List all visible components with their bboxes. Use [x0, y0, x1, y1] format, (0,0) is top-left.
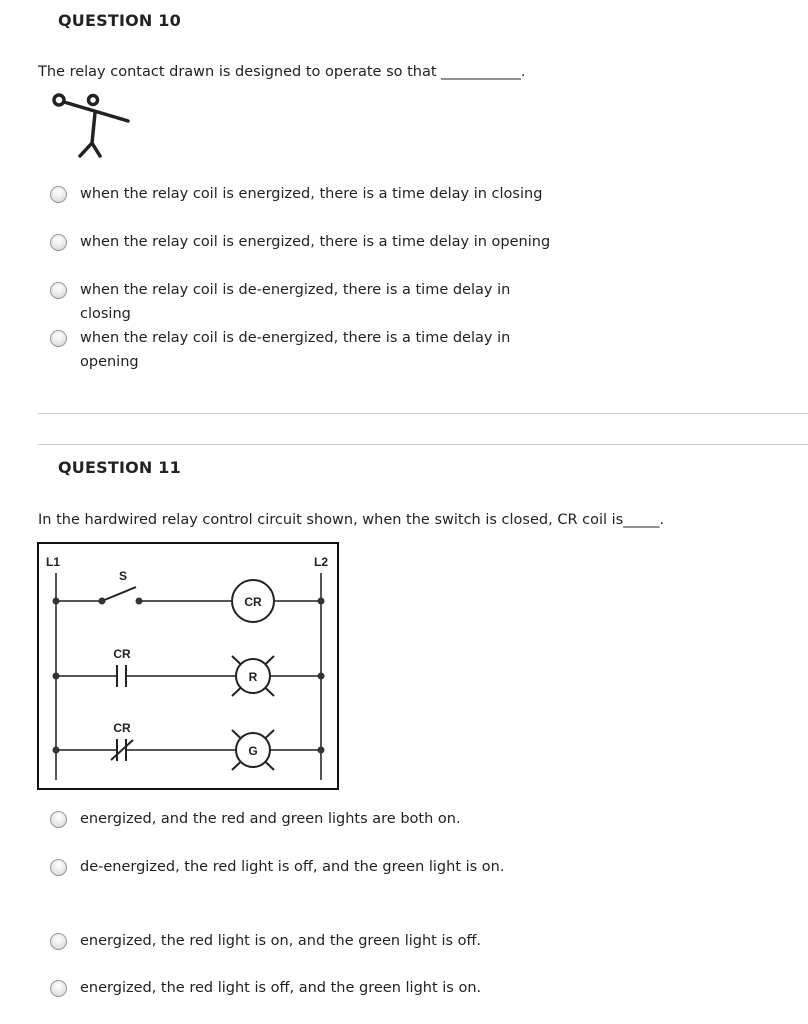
radio-button[interactable]: [50, 186, 67, 203]
radio-button[interactable]: [50, 933, 67, 950]
option-label: energized, the red light is off, and the green light is on.: [80, 980, 482, 996]
question-10-title: QUESTION 10: [58, 11, 181, 30]
q11-option-1[interactable]: [50, 811, 560, 831]
time-delay-contact-icon: [40, 88, 140, 163]
radio-button[interactable]: [50, 330, 67, 347]
option-label: when the relay coil is energized, there is a time delay in opening: [80, 234, 551, 250]
option-label: when the relay coil is energized, there is a time delay in closing: [80, 186, 543, 202]
radio-button[interactable]: [50, 859, 67, 876]
coil-label: CR: [244, 595, 262, 609]
no-contact-label: CR: [113, 647, 131, 661]
option-label: de-energized, the red light is off, and the green light is on.: [80, 859, 505, 875]
radio-button[interactable]: [50, 811, 67, 828]
q11-option-2[interactable]: [50, 859, 550, 879]
relay-circuit-diagram: [36, 540, 340, 796]
red-lamp-label: R: [248, 670, 258, 684]
question-11-prompt: In the hardwired relay control circuit shown, when the switch is closed, CR coil is_____.: [38, 512, 665, 528]
question-10-prompt: The relay contact drawn is designed to operate so that ___________.: [38, 64, 526, 80]
radio-button[interactable]: [50, 282, 67, 299]
switch-label: S: [118, 569, 128, 583]
divider: [38, 444, 808, 445]
q10-option-2[interactable]: [50, 234, 560, 254]
option-label: energized, and the red and green lights are both on.: [80, 811, 461, 827]
radio-button[interactable]: [50, 980, 67, 997]
l1-label: L1: [45, 555, 61, 569]
option-label: when the relay coil is de-energized, there is a time delay in opening: [80, 330, 511, 370]
divider: [38, 413, 808, 414]
option-label: energized, the red light is on, and the green light is off.: [80, 933, 482, 949]
radio-button[interactable]: [50, 234, 67, 251]
l2-label: L2: [313, 555, 329, 569]
q10-option-3[interactable]: [50, 282, 560, 326]
question-11-title: QUESTION 11: [58, 458, 181, 477]
nc-contact-label: CR: [113, 721, 131, 735]
q11-option-3[interactable]: [50, 933, 560, 953]
option-label: when the relay coil is de-energized, there is a time delay in closing: [80, 282, 511, 322]
q10-option-1[interactable]: [50, 186, 560, 206]
green-lamp-label: G: [248, 744, 258, 758]
q11-option-4[interactable]: [50, 980, 560, 1000]
q10-option-4[interactable]: [50, 330, 560, 374]
